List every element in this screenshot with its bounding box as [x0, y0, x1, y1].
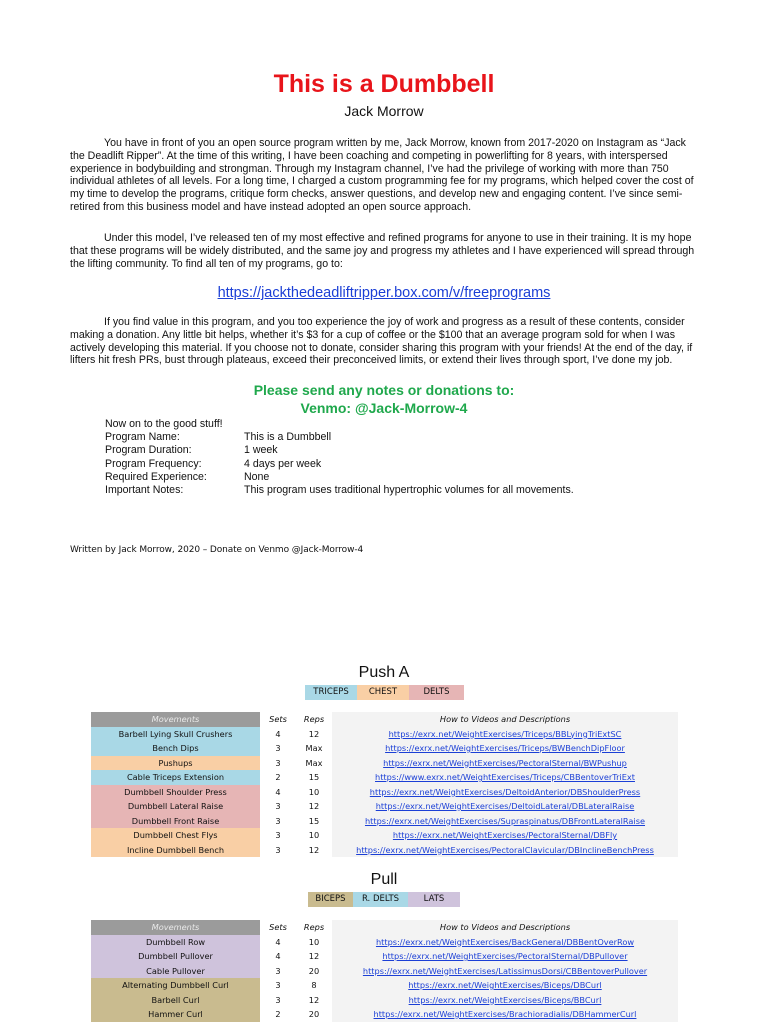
pull-table-header [91, 920, 678, 935]
table-row [91, 814, 678, 829]
movement-cell: Barbell Lying Skull Crushers [91, 727, 260, 742]
intro-paragraph-1 [70, 137, 698, 214]
reps-cell: 10 [296, 785, 332, 800]
program-info-key: Program Frequency: [105, 457, 202, 470]
link-cell [332, 935, 678, 950]
sets-cell: 4 [260, 949, 296, 964]
program-info-row [105, 444, 574, 457]
table-row [91, 785, 678, 800]
pull-legend [308, 892, 460, 907]
reps-cell: 12 [296, 799, 332, 814]
table-row [91, 828, 678, 843]
intro-paragraph-2 [70, 232, 698, 270]
program-info-row [105, 431, 574, 444]
link-cell [332, 727, 678, 742]
table-row [91, 978, 678, 993]
legend-item-r-delts: R. DELTS [353, 892, 408, 907]
program-info-rows [105, 431, 574, 497]
movement-cell: Dumbbell Row [91, 935, 260, 950]
author-name: Jack Morrow [344, 103, 424, 119]
sets-cell: 3 [260, 964, 296, 979]
pull-section-title: Pull [370, 871, 398, 888]
exercise-link[interactable]: https://exrx.net/WeightExercises/PectoralSternal/DBPullover [382, 951, 628, 961]
program-info-key: Important Notes: [105, 484, 184, 497]
legend-item-chest: CHEST [357, 685, 409, 700]
link-cell [332, 741, 678, 756]
table-row [91, 799, 678, 814]
table-row [91, 949, 678, 964]
exercise-link[interactable]: https://exrx.net/WeightExercises/BackGeneral/DBBentOverRow [375, 936, 635, 947]
push-legend [305, 685, 464, 700]
program-info-value: 4 days per week [244, 457, 322, 470]
program-info-key: Required Experience: [105, 470, 207, 483]
free-programs-link[interactable]: https://jackthedeadliftripper.box.com/v/freeprograms [217, 285, 551, 301]
sets-cell: 2 [260, 770, 296, 785]
legend-item-biceps: BICEPS [308, 892, 353, 907]
sets-cell: 2 [260, 1007, 296, 1022]
table-row [91, 756, 678, 771]
link-cell [332, 799, 678, 814]
exercise-link[interactable]: https://exrx.net/WeightExercises/Brachioradialis/DBHammerCurl [373, 1009, 637, 1019]
links-header: How to Videos and Descriptions [332, 920, 678, 935]
reps-cell: Max [296, 756, 332, 771]
link-cell [332, 1007, 678, 1022]
movement-cell: Cable Triceps Extension [91, 770, 260, 785]
movement-cell: Cable Pullover [91, 964, 260, 979]
program-info-value: 1 week [244, 444, 278, 457]
link-cell [332, 785, 678, 800]
link-cell [332, 964, 678, 979]
pull-table [91, 920, 678, 1022]
push-table [91, 712, 678, 857]
exercise-link[interactable]: https://exrx.net/WeightExercises/PectoralSternal/BWPushup [383, 757, 627, 768]
exercise-link[interactable]: https://exrx.net/WeightExercises/PectoralSternal/DBFly [392, 830, 618, 840]
movement-cell: Barbell Curl [91, 993, 260, 1008]
sets-header: Sets [260, 712, 296, 727]
exercise-link[interactable]: https://www.exrx.net/WeightExercises/Triceps/CBBentoverTriExt [375, 772, 635, 782]
table-row [91, 964, 678, 979]
exercise-link[interactable]: https://exrx.net/WeightExercises/Triceps/BBLyingTriExtSC [388, 728, 622, 739]
donate-line-2: Venmo: @Jack-Morrow-4 [300, 400, 468, 416]
link-cell [332, 993, 678, 1008]
sets-cell: 4 [260, 727, 296, 742]
exercise-link[interactable]: https://exrx.net/WeightExercises/Biceps/BBCurl [408, 994, 602, 1005]
sets-cell: 3 [260, 843, 296, 858]
reps-cell: 12 [296, 727, 332, 742]
sets-cell: 4 [260, 935, 296, 950]
table-row [91, 727, 678, 742]
table-row [91, 993, 678, 1008]
reps-cell: 10 [296, 935, 332, 950]
sets-cell: 3 [260, 978, 296, 993]
movement-cell: Alternating Dumbbell Curl [91, 978, 260, 993]
document-title: This is a Dumbbell [273, 70, 495, 98]
reps-header: Reps [296, 712, 332, 727]
movements-header: Movements [91, 712, 260, 727]
link-cell [332, 843, 678, 858]
movement-cell: Bench Dips [91, 741, 260, 756]
sets-cell: 3 [260, 799, 296, 814]
push-table-header [91, 712, 678, 727]
program-info-lead: Now on to the good stuff! [105, 418, 223, 430]
sets-cell: 3 [260, 993, 296, 1008]
exercise-link[interactable]: https://exrx.net/WeightExercises/DeltoidLateral/DBLateralRaise [375, 801, 635, 811]
sets-cell: 3 [260, 756, 296, 771]
program-info-value: This program uses traditional hypertrophic volumes for all movements. [244, 484, 574, 497]
program-info-value: This is a Dumbbell [244, 431, 332, 444]
exercise-link[interactable]: https://exrx.net/WeightExercises/Biceps/DBCurl [408, 980, 602, 990]
donate-line-1: Please send any notes or donations to: [253, 382, 515, 398]
link-cell [332, 814, 678, 829]
intro-paragraph-2-text: Under this model, I’ve released ten of my most effective and refined programs for anyone to use in their training. It is my hope that these programs will be widely distributed, and the same joy and progress my athletes and I have experienced will spread through the lifting community. To find all ten of my programs, go to: [70, 232, 695, 270]
link-cell [332, 949, 678, 964]
intro-paragraph-1-text: You have in front of you an open source program written by me, Jack Morrow, known from 2017-2020 on Instagram as “Jack the Deadlift Ripper”. At the time of this writing, I have been coaching and competing in powerlifting for 8 years, with interspersed experience in bodybuilding and strongman. Through my Instagram channel, I’ve had the privilege of working with more than 750 individual athletes of all levels. For a long time, I charged a custom programming fee for my programs, which helped cover the cost of my time to develop the programs, critique form checks, answer questions, and develop new and engaging content. I’ve since semi-retired from this business model and have instead adopted an open source approach. [70, 137, 694, 213]
reps-cell: 8 [296, 978, 332, 993]
push-section-title: Push A [358, 664, 410, 681]
sets-cell: 3 [260, 741, 296, 756]
program-info-row [105, 471, 574, 484]
link-cell [332, 756, 678, 771]
movement-cell: Dumbbell Pullover [91, 949, 260, 964]
table-row [91, 770, 678, 785]
table-row [91, 1007, 678, 1022]
intro-paragraph-3 [70, 316, 698, 367]
footer-note: Written by Jack Morrow, 2020 – Donate on Venmo @Jack-Morrow-4 [70, 545, 364, 555]
reps-cell: 20 [296, 1007, 332, 1022]
link-cell [332, 770, 678, 785]
exercise-link[interactable]: https://exrx.net/WeightExercises/PectoralClavicular/DBInclineBenchPress [356, 844, 654, 855]
program-info-row [105, 458, 574, 471]
links-header: How to Videos and Descriptions [332, 712, 678, 727]
legend-item-triceps: TRICEPS [305, 685, 357, 700]
exercise-link[interactable]: https://exrx.net/WeightExercises/DeltoidAnterior/DBShoulderPress [369, 786, 641, 797]
reps-cell: 12 [296, 993, 332, 1008]
movement-cell: Hammer Curl [91, 1007, 260, 1022]
sets-cell: 3 [260, 828, 296, 843]
sets-header: Sets [260, 920, 296, 935]
program-info-value: None [244, 470, 270, 483]
legend-item-lats: LATS [408, 892, 460, 907]
exercise-link[interactable]: https://exrx.net/WeightExercises/LatissimusDorsi/CBBentoverPullover [362, 965, 648, 976]
legend-item-delts: DELTS [409, 685, 464, 700]
link-cell [332, 978, 678, 993]
reps-cell: Max [296, 741, 332, 756]
table-row [91, 741, 678, 756]
program-info [105, 418, 574, 497]
movement-cell: Dumbbell Chest Flys [91, 828, 260, 843]
sets-cell: 3 [260, 814, 296, 829]
exercise-link[interactable]: https://exrx.net/WeightExercises/Triceps/BWBenchDipFloor [385, 743, 625, 753]
program-info-key: Program Name: [105, 431, 180, 444]
exercise-link[interactable]: https://exrx.net/WeightExercises/Supraspinatus/DBFrontLateralRaise [364, 815, 646, 826]
program-info-key: Program Duration: [105, 444, 192, 457]
reps-cell: 15 [296, 770, 332, 785]
reps-cell: 15 [296, 814, 332, 829]
reps-cell: 10 [296, 828, 332, 843]
link-cell [332, 828, 678, 843]
movement-cell: Incline Dumbbell Bench [91, 843, 260, 858]
program-info-row [105, 484, 574, 497]
table-row [91, 843, 678, 858]
reps-cell: 20 [296, 964, 332, 979]
reps-cell: 12 [296, 843, 332, 858]
sets-cell: 4 [260, 785, 296, 800]
intro-paragraph-3-text: If you find value in this program, and you too experience the joy of work and progress as a result of these contents, consider making a donation. Any little bit helps, whether it’s $3 for a cup of coffee or the $100 that an average program sold for when I was actively developing this material. If you choose not to donate, consider sharing this program with your friends! At the end of the day, if lifters hit fresh PRs, bust through plateaus, exceed their preconceived limits, or extend their lives through sport, I’ve done my job. [70, 316, 693, 367]
reps-cell: 12 [296, 949, 332, 964]
movement-cell: Dumbbell Front Raise [91, 814, 260, 829]
movement-cell: Dumbbell Shoulder Press [91, 785, 260, 800]
movement-cell: Dumbbell Lateral Raise [91, 799, 260, 814]
reps-header: Reps [296, 920, 332, 935]
movements-header: Movements [91, 920, 260, 935]
movement-cell: Pushups [91, 756, 260, 771]
table-row [91, 935, 678, 950]
